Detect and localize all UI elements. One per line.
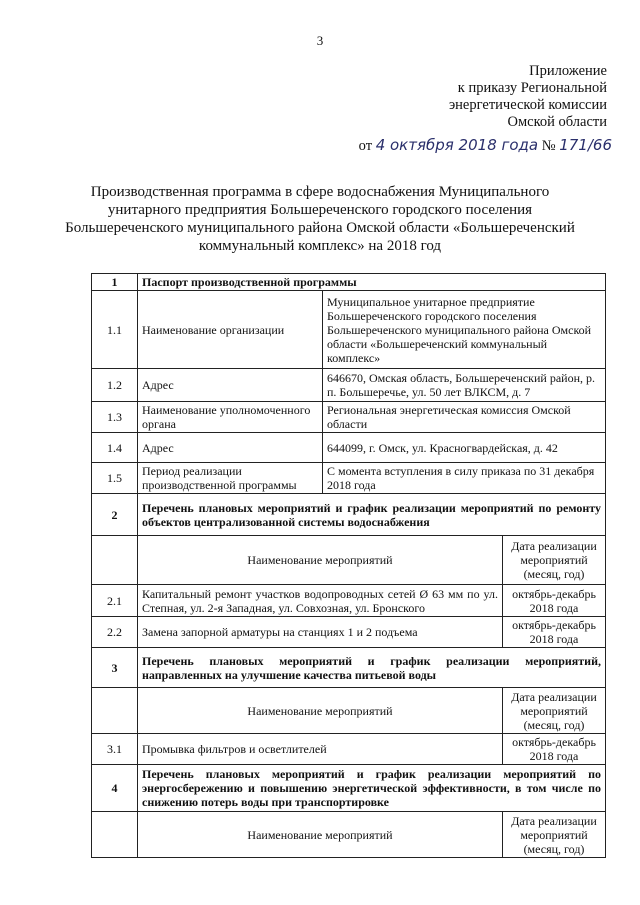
row-number: 1.3 bbox=[92, 402, 138, 433]
row-value: Региональная энергетическая комиссия Омской области bbox=[323, 402, 606, 433]
table-row bbox=[92, 463, 606, 494]
order-date-number-line bbox=[359, 136, 612, 155]
document-title: Производственная программа в сфере водоснабжения Муниципального унитарного предприятия Большереченского городского поселения Большереченского муниципального района Омской области «Большереченский коммунальный комплекс» на 2018 год bbox=[65, 184, 575, 254]
section-heading-row bbox=[92, 648, 606, 688]
row-label: Наименование организации bbox=[138, 291, 323, 369]
table-row bbox=[92, 734, 606, 765]
appendix-block bbox=[449, 63, 607, 131]
row-value: Муниципальное унитарное предприятие Большереченского городского поселения Большереченского муниципального района Омской области «Большереченский коммунальный комплекс» bbox=[323, 291, 606, 369]
column-header-name: Наименование мероприятий bbox=[138, 812, 503, 858]
row-label: Адрес bbox=[138, 369, 323, 402]
row-value: 644099, г. Омск, ул. Красногвардейская, д. 42 bbox=[323, 433, 606, 463]
column-header-name: Наименование мероприятий bbox=[138, 536, 503, 585]
row-number: 1.2 bbox=[92, 369, 138, 402]
section-heading: Перечень плановых мероприятий и график реализации мероприятий, направленных на улучшение качества питьевой воды bbox=[138, 648, 606, 688]
row-number: 2.1 bbox=[92, 585, 138, 617]
table-row bbox=[92, 291, 606, 369]
activity-name: Капитальный ремонт участков водопроводных сетей Ø 63 мм по ул. Степная, ул. 2-я Западная, ул. Совхозная, ул. Бронского bbox=[138, 585, 503, 617]
table-row bbox=[92, 617, 606, 648]
column-header-name: Наименование мероприятий bbox=[138, 688, 503, 734]
section-heading-row bbox=[92, 494, 606, 536]
table-row bbox=[92, 585, 606, 617]
appendix-line: к приказу Региональной bbox=[457, 80, 607, 96]
row-number: 3.1 bbox=[92, 734, 138, 765]
activity-name: Промывка фильтров и осветлителей bbox=[138, 734, 503, 765]
row-number: 1.5 bbox=[92, 463, 138, 494]
section-heading: Перечень плановых мероприятий и график реализации мероприятий по ремонту объектов централизованной системы водоснабжения bbox=[138, 494, 606, 536]
from-label: от bbox=[358, 138, 373, 154]
passport-heading-row bbox=[92, 274, 606, 291]
column-header-row bbox=[92, 536, 606, 585]
activity-date: октябрь-декабрь 2018 года bbox=[503, 617, 606, 648]
activity-date: октябрь-декабрь 2018 года bbox=[503, 585, 606, 617]
empty-cell bbox=[92, 812, 138, 858]
row-label: Наименование уполномоченного органа bbox=[138, 402, 323, 433]
column-header-date: Дата реализации мероприятий (месяц, год) bbox=[503, 688, 606, 734]
row-number: 2.2 bbox=[92, 617, 138, 648]
column-header-date: Дата реализации мероприятий (месяц, год) bbox=[503, 812, 606, 858]
section-heading: Паспорт производственной программы bbox=[138, 274, 606, 291]
empty-cell bbox=[92, 688, 138, 734]
empty-cell bbox=[92, 536, 138, 585]
page-number: 3 bbox=[316, 33, 324, 48]
table-row bbox=[92, 369, 606, 402]
row-label: Адрес bbox=[138, 433, 323, 463]
appendix-line: Приложение bbox=[529, 63, 607, 79]
activity-name: Замена запорной арматуры на станциях 1 и 2 подъема bbox=[138, 617, 503, 648]
column-header-date: Дата реализации мероприятий (месяц, год) bbox=[503, 536, 606, 585]
section-number: 4 bbox=[92, 765, 138, 812]
table-row bbox=[92, 402, 606, 433]
row-value: С момента вступления в силу приказа по 31 декабря 2018 года bbox=[323, 463, 606, 494]
row-label: Период реализации производственной программы bbox=[138, 463, 323, 494]
row-number: 1.4 bbox=[92, 433, 138, 463]
section-heading: Перечень плановых мероприятий и график реализации мероприятий по энергосбережению и повышению энергетической эффективности, в том числе по снижению потерь воды при транспортировке bbox=[138, 765, 606, 812]
program-table bbox=[91, 273, 606, 858]
column-header-row bbox=[92, 812, 606, 858]
section-heading-row bbox=[92, 765, 606, 812]
appendix-line: энергетической комиссии bbox=[448, 97, 607, 113]
section-number: 3 bbox=[92, 648, 138, 688]
activity-date: октябрь-декабрь 2018 года bbox=[503, 734, 606, 765]
handwritten-date: 4 октября 2018 года bbox=[375, 136, 539, 154]
handwritten-number: 171/66 bbox=[559, 136, 612, 154]
row-value: 646670, Омская область, Большереченский район, р. п. Большеречье, ул. 50 лет ВЛКСМ, д. 7 bbox=[323, 369, 606, 402]
row-number: 1.1 bbox=[92, 291, 138, 369]
column-header-row bbox=[92, 688, 606, 734]
section-number: 1 bbox=[92, 274, 138, 291]
section-number: 2 bbox=[92, 494, 138, 536]
table-row bbox=[92, 433, 606, 463]
number-label: № bbox=[541, 138, 556, 154]
appendix-line: Омской области bbox=[507, 114, 607, 130]
